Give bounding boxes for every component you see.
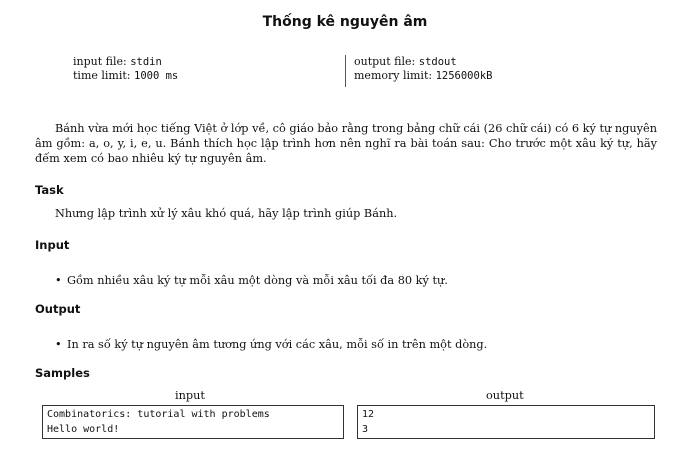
time-limit-label: time limit: — [73, 69, 131, 82]
output-bullet — [55, 337, 487, 352]
input-bullet — [55, 273, 448, 288]
input-bullet-text: Gồm nhiều xâu ký tự mỗi xâu một dòng và mỗi xâu tối đa 80 ký tự. — [67, 274, 448, 287]
time-limit-row — [73, 69, 178, 83]
sample-output-line: 3 — [362, 423, 369, 435]
output-file-row — [354, 55, 492, 69]
bullet-icon: • — [55, 338, 62, 351]
input-file-value: stdin — [130, 56, 162, 68]
time-limit-value: 1000 ms — [134, 70, 179, 82]
memory-limit-row — [354, 69, 492, 83]
output-file-label: output file: — [354, 55, 416, 68]
memory-limit-value: 1256000kB — [435, 70, 493, 82]
task-text: Nhưng lập trình xử lý xâu khó quá, hãy lập trình giúp Bánh. — [55, 207, 398, 220]
sample-output-box — [357, 405, 655, 439]
statement-text: Bánh vừa mới học tiếng Việt ở lớp về, cô giáo bảo rằng trong bảng chữ cái (26 chữ cái) có 6 ký tự nguyên âm gồm: a, o, y, i, e, u. Bánh thích học lập trình hơn nên nghĩ ra bài toán sau: Cho trước một xâu ký tự, hãy đếm xem có bao nhiêu ký tự nguyên âm. — [35, 122, 657, 165]
sample-input-line: Combinatorics: tutorial with problems — [47, 409, 270, 420]
memory-limit-label: memory limit: — [354, 69, 433, 82]
limits-block — [73, 55, 613, 87]
samples-heading: Samples — [35, 366, 90, 380]
task-heading: Task — [35, 183, 64, 197]
input-file-row — [73, 55, 178, 69]
bullet-icon: • — [55, 274, 62, 287]
input-heading: Input — [35, 238, 70, 252]
sample-output-line: 12 — [362, 409, 375, 420]
samples-output-header: output — [486, 389, 524, 402]
output-file-value: stdout — [418, 56, 457, 68]
input-file-label: input file: — [73, 55, 127, 68]
page-title: Thống kê nguyên âm — [262, 14, 428, 30]
output-heading: Output — [35, 302, 81, 316]
samples-input-header: input — [175, 389, 205, 402]
output-bullet-text: In ra số ký tự nguyên âm tương ứng với các xâu, mỗi số in trên một dòng. — [67, 338, 488, 351]
limits-right — [345, 55, 492, 87]
sample-input-box — [42, 405, 344, 439]
sample-input-line: Hello world! — [47, 423, 120, 435]
limits-left — [73, 55, 178, 83]
